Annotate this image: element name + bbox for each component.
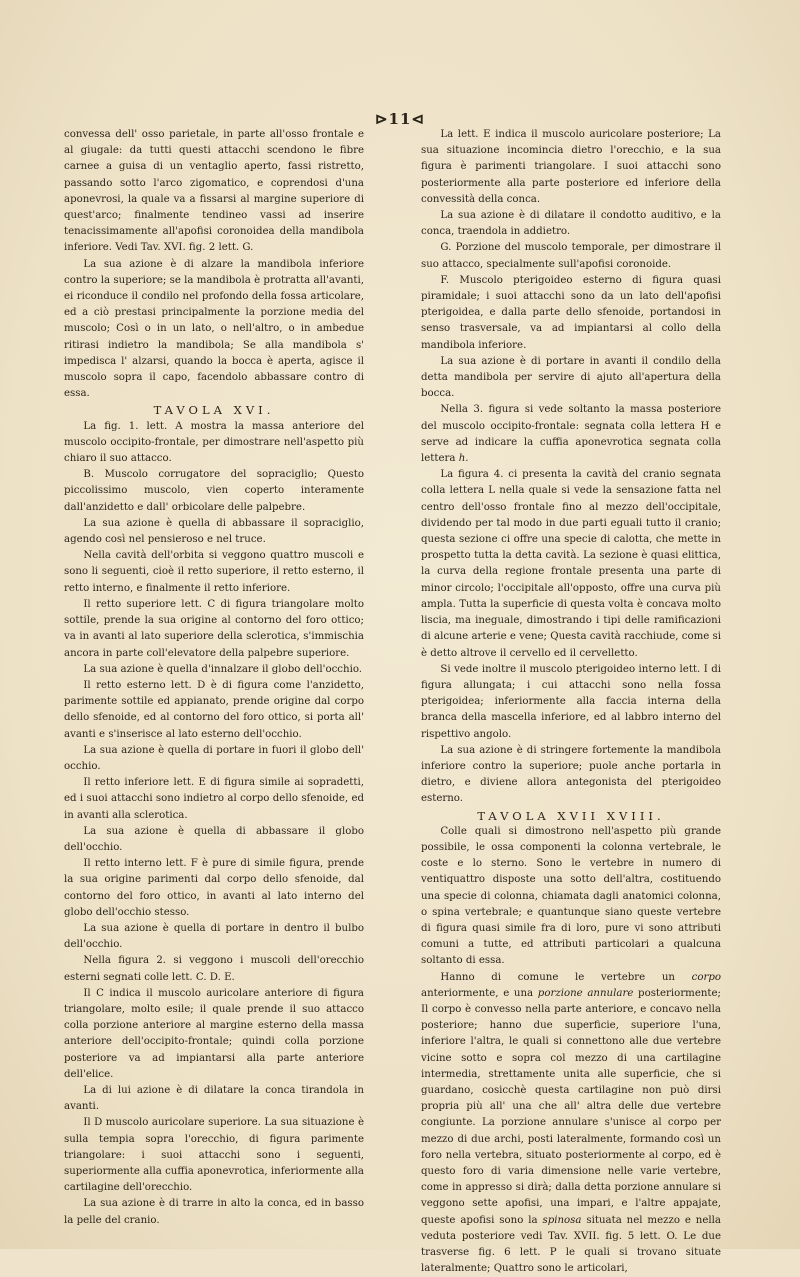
- page-number: ⊳11⊲: [374, 110, 425, 128]
- italic-term: corpo: [691, 971, 721, 983]
- paragraph: G. Porzione del muscolo temporale, per dimostrare il suo attacco, specialmente sull'apofisi coronoide.: [421, 242, 721, 270]
- paragraph: Nella figura 2. si veggono i muscoli dell'orecchio esterni segnati colle lett. C. D. E.: [64, 955, 364, 983]
- italic-term: spinosa: [542, 1214, 582, 1226]
- section-heading-tavola-xvi: TAVOLA XVI.: [153, 403, 275, 418]
- paragraph: La figura 4. ci presenta la cavità del cranio segnata colla lettera L nella quale si vede la sensazione fatta nel centro dell'osso frontale fino al mezzo dell'occipitale, dividendo per tal modo in due parti eguali tutto il cranio; questa sezione ci offre una specie di calotta, che mette in prospetto tutta la detta cavità. La sezione è quasi elittica, la curva della regione frontale presenta una parte di minor circolo; l'occipitale all'opposto, offre una curva più ampla. Tutta la superficie di questa volta è concava molto liscia, ma ineguale, dimostrando i tipi delle ramificazioni di alcune arterie e vene; Questa cavità racchiude, come si è detto altrove il cervello ed il cervelletto.: [421, 469, 722, 659]
- italic-term: porzione annulare: [537, 987, 634, 999]
- section-heading-tavola-xvii-xviii: TAVOLA XVII XVIII.: [477, 808, 665, 823]
- paragraph: La lett. E indica il muscolo auricolare posteriore; La sua situazione incomincia dietro l'orecchio, e la sua figura è parimenti triangolare. I suoi attacchi sono posteriormente alla parte posteriore ed inferiore della convessità della conca.: [421, 129, 721, 205]
- paragraph: La sua azione è di alzare la mandibola inferiore contro la superiore; se la mandibola è protratta all'avanti, ei riconduce il condilo nel profondo della fossa articolare, ed a ciò prestasi principalmente la porzione media del muscolo; Così o in un lato, o nell'altro, o in ambedue ritirasi indietro la mandibola; Se alla mandibola s' impedisca l' alzarsi, quando la bocca è aperta, agisce il muscolo sopra il capo, facendolo abbassare contro di essa.: [64, 258, 364, 400]
- paragraph: Il C indica il muscolo auricolare anteriore di figura triangolare, molto esile; il quale prende il suo attacco colla porzione anteriore al margine esterno della massa anteriore dell'occipito-frontale; quindi colla porzione posteriore va ad impiantarsi alla parte anteriore dell'elice.: [64, 987, 364, 1080]
- paragraph: La sua azione è di dilatare il condotto auditivo, e la conca, traendola in addietro.: [421, 210, 721, 238]
- paragraph: Colle quali si dimostrono nell'aspetto più grande possibile, le ossa componenti la colonna vertebrale, le coste e lo sterno. Sono le vertebre in numero di ventiquattro disposte una sotto dell'altra, costituendo una specie di colonna, chiamata dagli anatomici colonna, o spina vertebrale; e quantunque siano queste vertebre di figura quasi simile fra di loro, pure vi sono attributi comuni a tutte, ed attributi particolari a qualcuna soltanto di essa.: [421, 825, 721, 967]
- paragraph: La sua azione è quella di abbassare il sopraciglio, agendo così nel pensieroso e nel truce.: [64, 517, 364, 546]
- left-column: [64, 127, 364, 1229]
- text-run: Nella 3. figura si vede soltanto la massa posteriore del muscolo occipito-frontale: segnata colla lettera H e serve ad indicare la cuffia aponevrotica segnata colla lettera: [421, 404, 721, 465]
- paragraph: Nella cavità dell'orbita si veggono quattro muscoli e sono li seguenti, cioè il retto superiore, il retto esterno, il retto interno, e finalmente il retto inferiore.: [64, 550, 364, 594]
- paragraph: La sua azione è quella di portare in fuori il globo dell' occhio.: [64, 744, 364, 772]
- right-column: [421, 127, 721, 1277]
- text-run: Hanno di comune le vertebre un: [440, 971, 692, 983]
- paragraph: La fig. 1. lett. A mostra la massa anteriore del muscolo occipito-frontale, per dimostrare nell'aspetto più chiaro il suo attacco.: [64, 420, 364, 465]
- paragraph: Il retto inferiore lett. E di figura simile ai sopradetti, ed i suoi attacchi sono indietro al corpo dello sfenoide, ed in avanti alla sclerotica.: [64, 777, 364, 821]
- paragraph: La sua azione è di stringere fortemente la mandibola inferiore contro la superiore; puole anche portarla in dietro, e diviene allora antegonista del pterigoideo esterno.: [421, 744, 721, 805]
- paragraph: La sua azione è quella di abbassare il globo dell'occhio.: [64, 825, 364, 853]
- text-run: situata nel mezzo e nella veduta posteriore vedi Tav. XVII. fig. 5 lett. O. Le due trasverse fig. 6 lett. P le quali si trovano situate lateralmente; Quattro sono le articolari,: [421, 1214, 721, 1275]
- paragraph: Il retto esterno lett. D è di figura come l'anzidetto, parimente sottile ed appianato, prende origine dal corpo dello sfenoide, ed al contorno del foro ottico, si porta all' avanti e s'inserisce al lato esterno dell'occhio.: [64, 679, 364, 740]
- paragraph: La sua azione è di portare in avanti il condilo della detta mandibola per servire di ajuto all'apertura della bocca.: [421, 355, 721, 400]
- paragraph: Si vede inoltre il muscolo pterigoideo interno lett. I di figura allungata; i cui attacchi sono nella fossa pterigoidea; inferiormente alla faccia interna della branca della mascella inferiore, ed al labbro interno del rispettivo angolo.: [421, 663, 721, 740]
- italic-letter: h.: [458, 453, 469, 465]
- text-run: posteriormente; Il corpo è convesso nella parte anteriore, e concavo nella posteriore; hanno due superficie, superiore l'una, inferiore l'altra, le quali si connettono alle due vertebre vicine sotto e sopra col mezzo di una cartilagine intermedia, strettamente unita alle superficie, che si guardano, cosicchè questa cartilagine non può dirsi propria più all' una che all' altra delle due vertebre congiunte. La porzione annulare s'unisce al corpo per mezzo di due archi, posti lateralmente, formando così un foro nella vertebra, situato posteriormente al corpo, ed è questo foro di varia dimensione nelle varie vertebre, come in appresso si dirà; dalla detta porzione annulare si veggono sette apofisi, una impari, e l'altre appajate, queste apofisi sono la: [421, 987, 721, 1226]
- paragraph: La sua azione è quella d'innalzare il globo dell'occhio.: [83, 663, 363, 675]
- paragraph: La sua azione è di trarre in alto la conca, ed in basso la pelle del cranio.: [64, 1198, 364, 1226]
- text-run: anteriormente, e una: [421, 987, 538, 999]
- paragraph: Il retto interno lett. F è pure di simile figura, prende la sua origine parimenti dal corpo dello sfenoide, dal contorno del foro ottico, in avanti al lato interno del globo dell'occhio stesso.: [64, 858, 364, 918]
- paragraph: [421, 402, 721, 467]
- paragraph: Il retto superiore lett. C di figura triangolare molto sottile, prende la sua origine al contorno del foro ottico; va in avanti al lato superiore della sclerotica, s'immischia ancora in parte coll'elevatore della palpebre superiore.: [64, 598, 364, 659]
- paragraph: La di lui azione è di dilatare la conca tirandola in avanti.: [64, 1084, 364, 1113]
- paragraph: convessa dell' osso parietale, in parte all'osso frontale e al giugale: da tutti questi attacchi scendono le fibre carnee a guisa di un ventaglio aperto, fassi ristretto, passando sotto l'arco zigomatico, e coprendosi d'una aponevrosi, la quale va a fissarsi al margine superiore di quest'arco; finalmente tendineo vassi ad inserire tenacissimamente all'apofisi coronoidea della mandibola inferiore. Vedi Tav. XVI. fig. 2 lett. G.: [64, 129, 364, 254]
- paragraph: Il D muscolo auricolare superiore. La sua situazione è sulla tempia sopra l'orecchio, di figura parimente triangolare: i suoi attacchi sono i seguenti, superiormente alla cuffia aponevrotica, inferiormente alla cartilagine dell'orecchio.: [64, 1117, 364, 1194]
- paragraph: F. Muscolo pterigoideo esterno di figura quasi piramidale; i suoi attacchi sono da un lato dell'apofisi pterigoidea, e dalla parte dello sfenoide, portandosi in senso trasversale, va ad impiantarsi al collo della mandibola inferiore.: [421, 274, 721, 351]
- paragraph: B. Muscolo corrugatore del sopraciglio; Questo piccolissimo muscolo, vien coperto interamente dall'anzidetto e dall' orbicolare delle palpebre.: [64, 469, 364, 513]
- paragraph: [421, 970, 721, 1277]
- paragraph: La sua azione è quella di portare in dentro il bulbo dell'occhio.: [64, 922, 364, 951]
